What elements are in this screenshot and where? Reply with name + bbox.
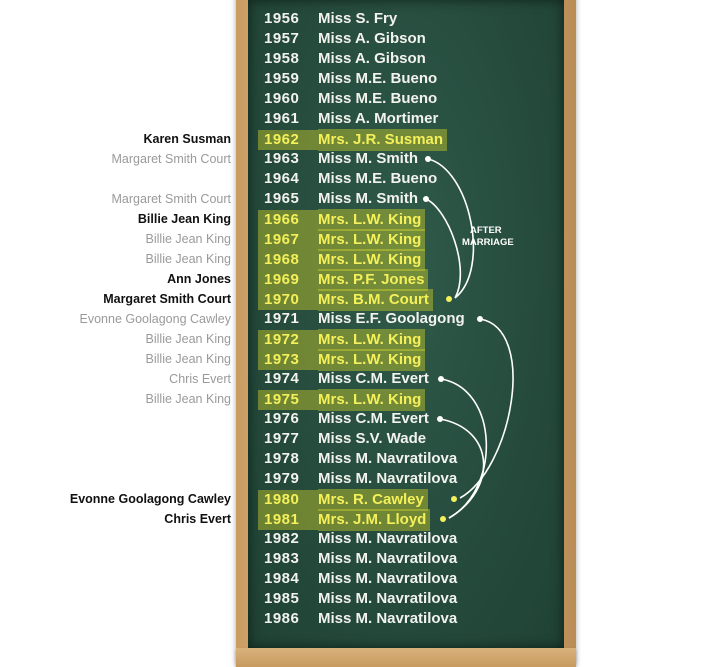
arrow-end-dot (446, 296, 452, 302)
row-champion-name: Miss M.E. Bueno (318, 70, 438, 87)
note-line-1: AFTER (470, 225, 502, 236)
row-champion-name: Mrs. L.W. King (318, 249, 425, 271)
arrow-end-dot (440, 516, 446, 522)
row-year: 1975 (258, 390, 318, 410)
row-champion-name: Miss M. Navratilova (318, 450, 458, 467)
row-year: 1978 (264, 450, 300, 467)
marriage-arrow (441, 379, 486, 518)
player-full-name: Margaret Smith Court (103, 292, 231, 306)
row-champion-name: Mrs. L.W. King (318, 349, 425, 371)
row-champion-name: Mrs. P.F. Jones (318, 269, 428, 291)
row-year: 1969 (258, 270, 318, 290)
arrow-start-dot (437, 416, 443, 422)
row-champion-name: Miss M. Navratilova (318, 550, 458, 567)
row-champion-name: Miss C.M. Evert (318, 410, 429, 427)
row-year: 1972 (258, 330, 318, 350)
row-year: 1983 (264, 550, 300, 567)
row-champion-name: Miss S.V. Wade (318, 430, 427, 447)
row-champion-name: Mrs. L.W. King (318, 209, 425, 231)
note-line-2: MARRIAGE (462, 237, 514, 248)
player-full-name: Billie Jean King (145, 332, 231, 346)
marriage-arrow (426, 199, 460, 298)
row-champion-name: Miss M. Navratilova (318, 570, 458, 587)
row-champion-name: Miss S. Fry (318, 10, 398, 27)
row-year: 1980 (258, 490, 318, 510)
row-year: 1959 (264, 70, 300, 87)
row-champion-name: Miss M. Smith (318, 150, 419, 167)
marriage-arrow (440, 419, 484, 518)
row-champion-name: Mrs. L.W. King (318, 229, 425, 251)
row-champion-name: Miss A. Gibson (318, 30, 426, 47)
row-champion-name: Mrs. B.M. Court (318, 289, 433, 311)
player-full-name: Margaret Smith Court (111, 152, 231, 166)
row-champion-name: Miss M. Navratilova (318, 530, 458, 547)
row-year: 1957 (264, 30, 300, 47)
row-year: 1977 (264, 430, 300, 447)
row-champion-name: Mrs. L.W. King (318, 329, 425, 351)
row-year: 1979 (264, 470, 300, 487)
row-champion-name: Miss M. Smith (318, 190, 419, 207)
row-year: 1985 (264, 590, 300, 607)
row-year: 1964 (264, 170, 300, 187)
row-champion-name: Miss M.E. Bueno (318, 170, 438, 187)
row-champion-name: Miss M. Navratilova (318, 610, 458, 627)
row-year: 1962 (258, 130, 318, 150)
row-champion-name: Miss M. Navratilova (318, 590, 458, 607)
player-full-name: Billie Jean King (145, 392, 231, 406)
row-year: 1971 (264, 310, 300, 327)
marriage-arrow (428, 159, 473, 298)
player-full-name: Ann Jones (167, 272, 231, 286)
player-full-name: Billie Jean King (145, 352, 231, 366)
marriage-arrow (460, 319, 513, 498)
row-champion-name: Miss E.F. Goolagong (318, 310, 465, 327)
row-year: 1960 (264, 90, 300, 107)
row-year: 1956 (264, 10, 300, 27)
row-year: 1968 (258, 250, 318, 270)
row-champion-name: Miss M.E. Bueno (318, 90, 438, 107)
row-year: 1970 (258, 290, 318, 310)
chalk-tray (236, 648, 576, 667)
row-champion-name: Mrs. L.W. King (318, 389, 425, 411)
row-year: 1981 (258, 510, 318, 530)
player-full-name: Karen Susman (143, 132, 231, 146)
row-champion-name: Miss A. Gibson (318, 50, 426, 67)
row-champion-name: Miss A. Mortimer (318, 110, 439, 127)
row-champion-name: Mrs. J.R. Susman (318, 129, 447, 151)
player-full-name: Billie Jean King (137, 212, 231, 226)
player-full-name: Evonne Goolagong Cawley (79, 312, 231, 326)
row-year: 1982 (264, 530, 300, 547)
arrow-start-dot (477, 316, 483, 322)
row-year: 1963 (264, 150, 300, 167)
arrow-start-dot (423, 196, 429, 202)
row-champion-name: Miss C.M. Evert (318, 370, 429, 387)
player-full-name: Chris Evert (169, 372, 231, 386)
arrow-start-dot (425, 156, 431, 162)
row-year: 1974 (264, 370, 300, 387)
player-full-name: Margaret Smith Court (111, 192, 231, 206)
after-marriage-note (462, 225, 540, 249)
player-full-name: Billie Jean King (145, 232, 231, 246)
row-year: 1967 (258, 230, 318, 250)
row-year: 1961 (264, 110, 300, 127)
player-full-name: Evonne Goolagong Cawley (69, 492, 231, 506)
row-champion-name: Mrs. J.M. Lloyd (318, 509, 430, 531)
row-year: 1976 (264, 410, 300, 427)
player-full-name: Billie Jean King (145, 252, 231, 266)
row-champion-name: Mrs. R. Cawley (318, 489, 428, 511)
row-year: 1986 (264, 610, 300, 627)
row-year: 1958 (264, 50, 300, 67)
player-full-name: Chris Evert (164, 512, 231, 526)
row-year: 1984 (264, 570, 300, 587)
row-year: 1966 (258, 210, 318, 230)
row-year: 1965 (264, 190, 300, 207)
row-champion-name: Miss M. Navratilova (318, 470, 458, 487)
arrow-start-dot (438, 376, 444, 382)
row-year: 1973 (258, 350, 318, 370)
arrow-end-dot (451, 496, 457, 502)
